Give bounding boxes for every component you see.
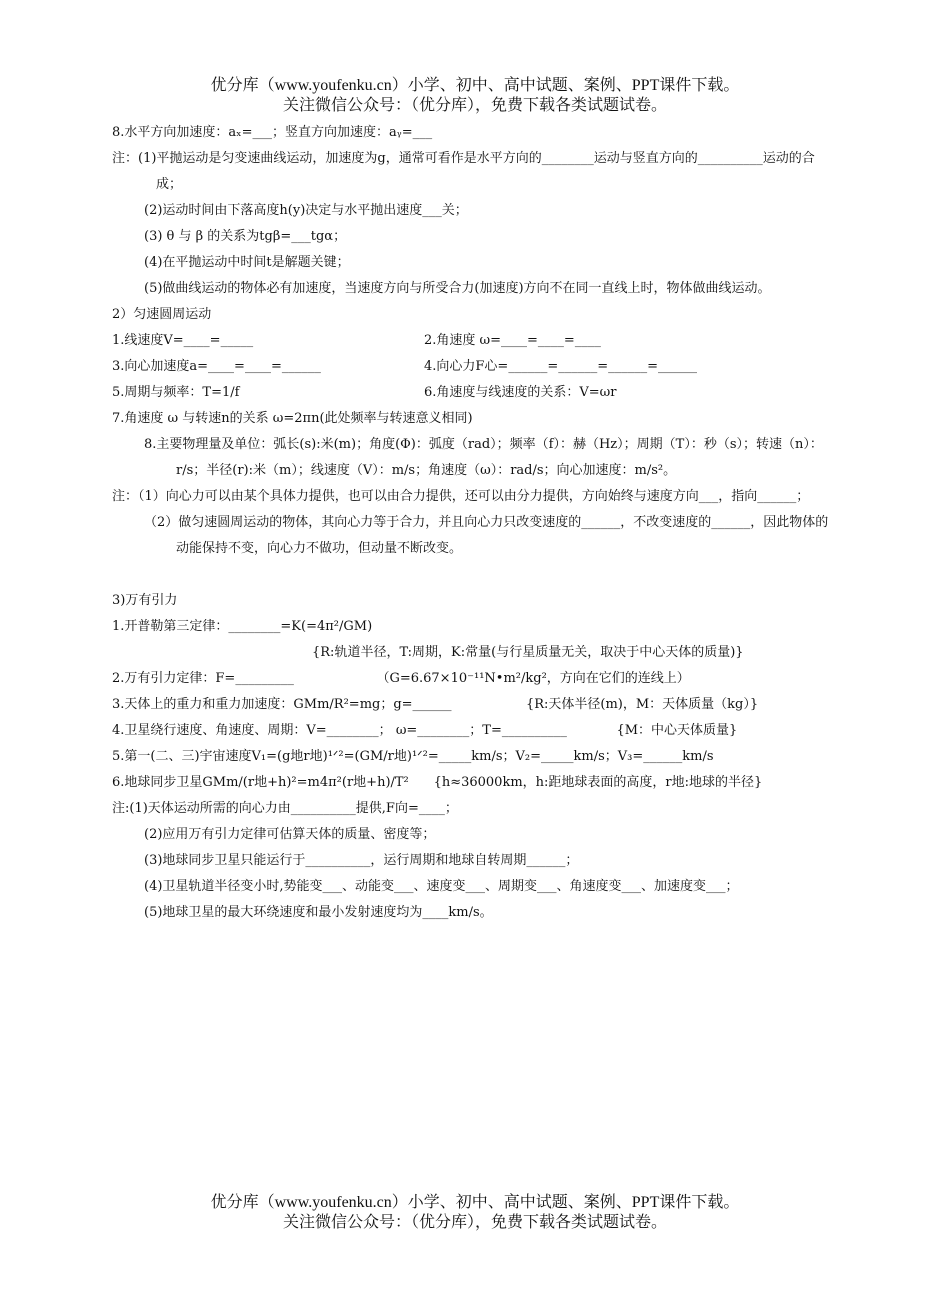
s1-note-1: 注：(1)平抛运动是匀变速曲线运动，加速度为g，通常可看作是水平方向的________运动与竖直方向的__________运动的合成； — [112, 151, 815, 192]
s2-item-6: 6.角速度与线速度的关系：V=ωr — [424, 385, 617, 400]
s1-note-5: (5)做曲线运动的物体必有加速度，当速度方向与所受合力(加速度)方向不在同一直线上时，物体做曲线运动。 — [144, 281, 771, 296]
s2-title: 2）匀速圆周运动 — [112, 307, 212, 322]
spacer — [112, 562, 840, 588]
s3-note-3: (3)地球同步卫星只能运行于__________，运行周期和地球自转周期______； — [144, 853, 579, 868]
s1-item-8: 8.水平方向加速度：aₓ=___；竖直方向加速度：aᵧ=___ — [112, 125, 433, 140]
s2-item-8: 8.主要物理量及单位：弧长(s):米(m)；角度(Φ)：弧度（rad）；频率（f）：赫（Hz）；周期（T）：秒（s）；转速（n）：r/s；半径(r):米（m）；线速度（V）：m/s；角速度（ω）：rad/s；向心加速度：m/s²。 — [144, 437, 823, 478]
page-header — [0, 76, 950, 116]
s3-note-2: (2)应用万有引力定律可估算天体的质量、密度等； — [144, 827, 436, 842]
s3-title: 3)万有引力 — [112, 593, 178, 608]
s3-item-5: 5.第一(二、三)宇宙速度V₁=(g地r地)¹ᐟ²=(GM/r地)¹ᐟ²=_____km/s；V₂=_____km/s；V₃=______km/s — [112, 749, 714, 764]
s2-row-3 — [112, 380, 840, 406]
s3-item-6: 6.地球同步卫星GMm/(r地+h)²=m4π²(r地+h)/T² {h≈36000km，h:距地球表面的高度，r地:地球的半径} — [112, 775, 763, 790]
s2-note-2: （2）做匀速圆周运动的物体，其向心力等于合力，并且向心力只改变速度的______，不改变速度的______，因此物体的动能保持不变，向心力不做功，但动量不断改变。 — [144, 515, 829, 556]
s2-item-5: 5.周期与频率：T=1/f — [112, 385, 240, 400]
s1-note-4: (4)在平抛运动中时间t是解题关键； — [144, 255, 350, 270]
header-line-2: 关注微信公众号：（优分库），免费下载各类试题试卷。 — [282, 97, 667, 114]
s3-note-4: (4)卫星轨道半径变小时,势能变___、动能变___、速度变___、周期变___、角速度变___、加速度变___； — [144, 879, 739, 894]
s3-note-5: (5)地球卫星的最大环绕速度和最小发射速度均为____km/s。 — [144, 905, 493, 920]
s2-item-2: 2.角速度 ω=____=____=____ — [424, 333, 601, 348]
s2-item-7: 7.角速度 ω 与转速n的关系 ω=2πn(此处频率与转速意义相同) — [112, 411, 473, 426]
s2-item-3: 3.向心加速度a=____=____=______ — [112, 359, 321, 374]
s3-item-2: 2.万有引力定律：F=_________ （G=6.67×10⁻¹¹N•m²/kg²，方向在它们的连线上） — [112, 671, 690, 686]
s3-item-3: 3.天体上的重力和重力加速度：GMm/R²=mg；g=______ {R:天体半径(m)，M：天体质量（kg）} — [112, 697, 759, 712]
s2-row-1 — [112, 328, 840, 354]
s2-item-4: 4.向心力F心=______=______=______=______ — [424, 359, 697, 374]
s1-note-2: (2)运动时间由下落高度h(y)决定与水平抛出速度___关； — [144, 203, 468, 218]
s2-note-1: 注：（1）向心力可以由某个具体力提供，也可以由合力提供，还可以由分力提供，方向始终与速度方向___，指向______； — [112, 489, 810, 504]
s3-note-1: 注:(1)天体运动所需的向心力由__________提供,F向=____； — [112, 801, 458, 816]
s3-item-1a: 1.开普勒第三定律：________=K(=4π²/GM) — [112, 619, 373, 634]
footer-line-1: 优分库（www.youfenku.cn）小学、初中、高中试题、案例、PPT课件下载。 — [210, 1194, 740, 1211]
header-line-1: 优分库（www.youfenku.cn）小学、初中、高中试题、案例、PPT课件下载。 — [210, 77, 740, 94]
s2-item-1: 1.线速度V=____=_____ — [112, 333, 254, 348]
s3-item-4: 4.卫星绕行速度、角速度、周期：V=________； ω=________；T=__________ {M：中心天体质量} — [112, 723, 738, 738]
s2-row-2 — [112, 354, 840, 380]
s1-note-3: (3) θ 与 β 的关系为tgβ=___tgα； — [144, 229, 347, 244]
s3-item-1b: {R:轨道半径，T:周期，K:常量(与行星质量无关，取决于中心天体的质量)} — [312, 645, 744, 660]
page-footer — [0, 1193, 950, 1233]
document-body — [112, 120, 840, 926]
footer-line-2: 关注微信公众号：（优分库），免费下载各类试题试卷。 — [282, 1214, 667, 1231]
